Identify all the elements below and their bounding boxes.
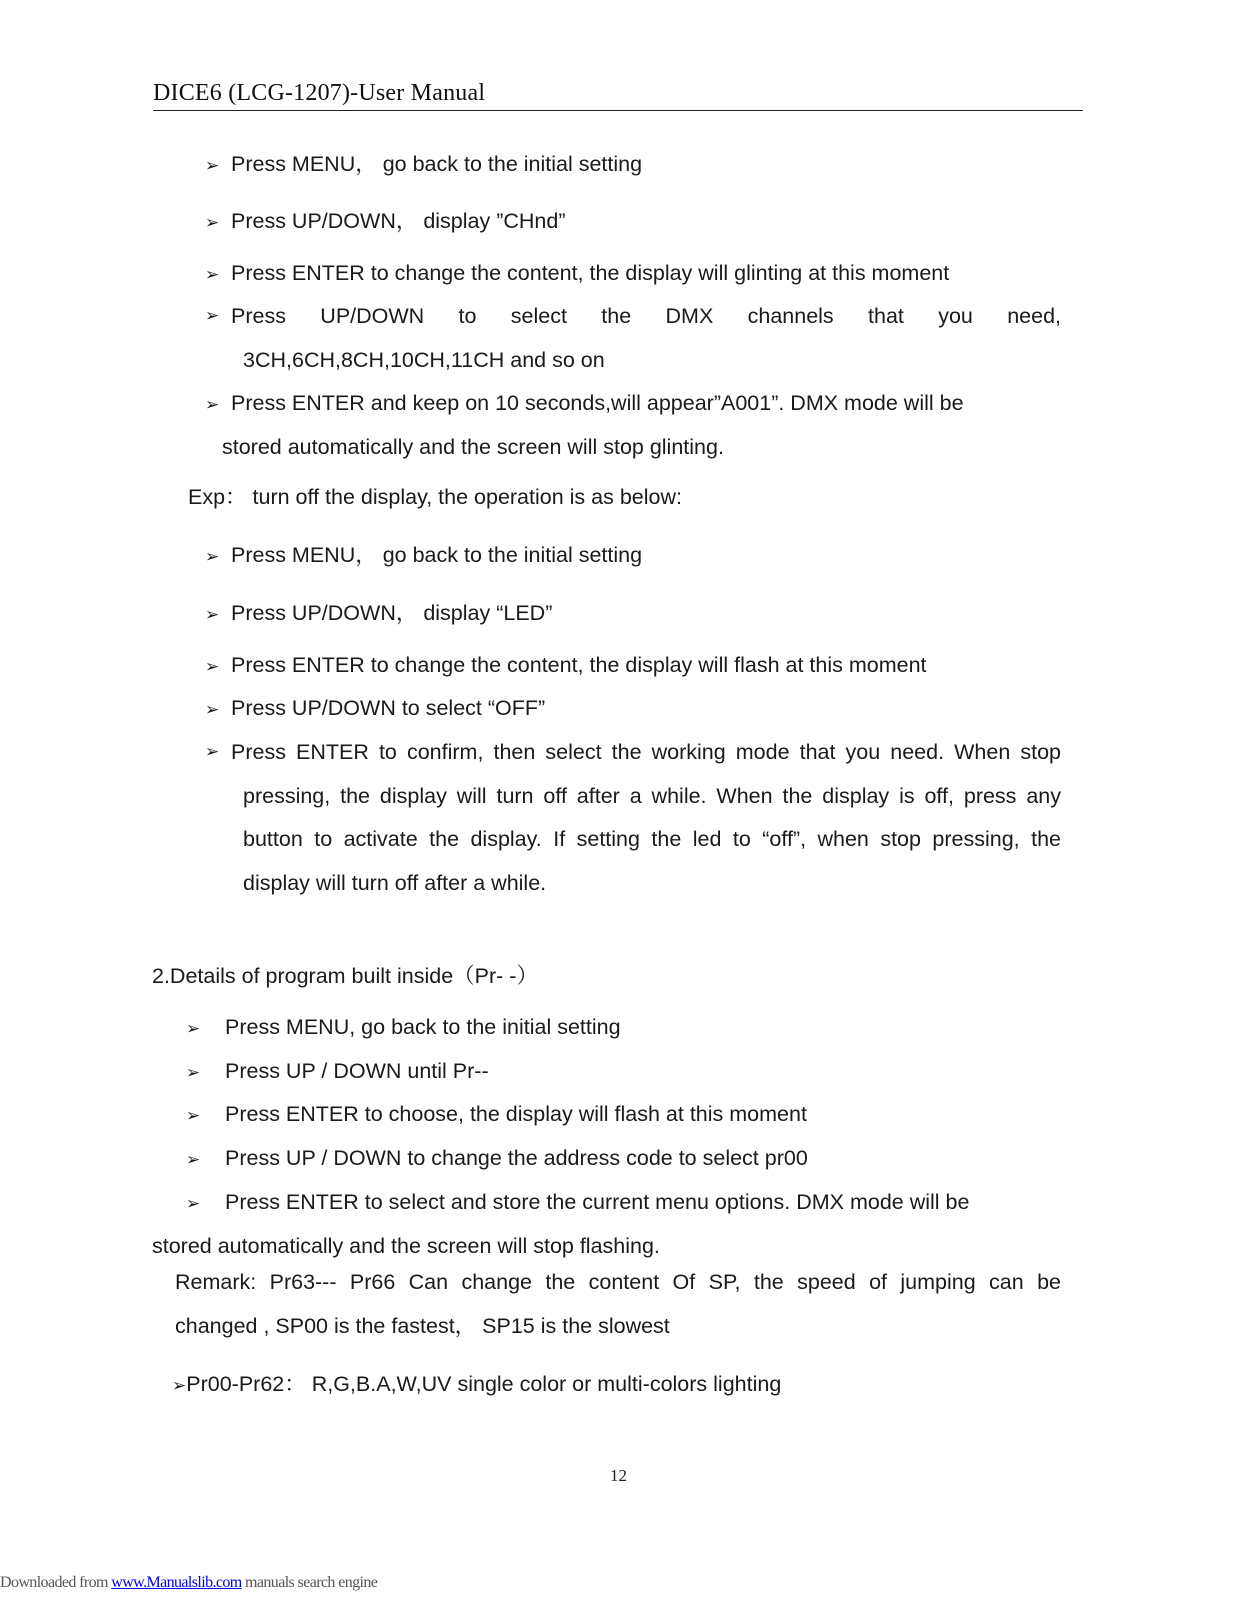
step-a4: ➢ Press UP/DOWN to select the DMX channels that you need,	[205, 304, 1061, 328]
arrow-bullet-icon: ➢	[186, 1106, 201, 1125]
program-range-item: ➢Pr00-Pr62： R,G,B.A,W,UV single color or multi-colors lighting	[172, 1372, 782, 1396]
arrow-bullet-icon: ➢	[186, 1150, 201, 1169]
step-b2: ➢ Press UP/DOWN， display “LED”	[205, 599, 552, 629]
arrow-bullet-icon: ➢	[186, 1194, 201, 1213]
step-b5-continuation-1: pressing, the display will turn off after a while. When the display is off, press any	[243, 784, 1061, 808]
step-b5-continuation-2: button to activate the display. If setting the led to “off”, when stop pressing, the	[243, 827, 1061, 851]
arrow-bullet-icon: ➢	[205, 213, 220, 232]
program-step-1: ➢ Press MENU, go back to the initial setting	[186, 1013, 621, 1043]
step-b3: ➢ Press ENTER to change the content, the display will flash at this moment	[205, 651, 927, 681]
program-step-5: ➢ Press ENTER to select and store the current menu options. DMX mode will be	[186, 1188, 969, 1218]
step-b5: ➢ Press ENTER to confirm, then select the working mode that you need. When stop	[205, 740, 1061, 764]
step-b1: ➢ Press MENU， go back to the initial setting	[205, 541, 642, 571]
program-step-2: ➢ Press UP / DOWN until Pr--	[186, 1057, 489, 1087]
arrow-bullet-icon: ➢	[205, 742, 220, 761]
program-step-5-continuation: stored automatically and the screen will stop flashing.	[152, 1234, 660, 1258]
step-a3: ➢ Press ENTER to change the content, the display will glinting at this moment	[205, 259, 949, 289]
step-a4-continuation: 3CH,6CH,8CH,10CH,11CH and so on	[243, 348, 605, 372]
example-intro: Exp： turn off the display, the operation is as below:	[188, 485, 682, 509]
arrow-bullet-icon: ➢	[205, 605, 220, 624]
remark-line-2: changed , SP00 is the fastest， SP15 is the slowest	[175, 1314, 670, 1338]
arrow-bullet-icon: ➢	[172, 1376, 187, 1395]
step-b4: ➢ Press UP/DOWN to select “OFF”	[205, 694, 545, 724]
arrow-bullet-icon: ➢	[186, 1063, 201, 1082]
arrow-bullet-icon: ➢	[205, 156, 220, 175]
arrow-bullet-icon: ➢	[205, 657, 220, 676]
manual-title: DICE6 (LCG-1207)-User Manual	[153, 80, 486, 106]
arrow-bullet-icon: ➢	[205, 395, 220, 414]
step-a2: ➢ Press UP/DOWN， display ”CHnd”	[205, 207, 566, 237]
arrow-bullet-icon: ➢	[186, 1019, 201, 1038]
program-step-4: ➢ Press UP / DOWN to change the address code to select pr00	[186, 1144, 808, 1174]
section-heading: 2.Details of program built inside（Pr- -）	[152, 964, 538, 988]
remark-line-1: Remark: Pr63--- Pr66 Can change the content Of SP, the speed of jumping can be	[175, 1270, 1061, 1294]
step-b5-continuation-3: display will turn off after a while.	[243, 871, 547, 895]
arrow-bullet-icon: ➢	[205, 700, 220, 719]
arrow-bullet-icon: ➢	[205, 547, 220, 566]
step-a5: ➢ Press ENTER and keep on 10 seconds,will appear”A001”. DMX mode will be	[205, 389, 964, 419]
page-number: 12	[610, 1466, 627, 1485]
arrow-bullet-icon: ➢	[205, 265, 220, 284]
step-a5-continuation: stored automatically and the screen will stop glinting.	[222, 435, 724, 459]
arrow-bullet-icon: ➢	[205, 306, 220, 325]
step-a1: ➢ Press MENU， go back to the initial setting	[205, 150, 642, 180]
page-header	[153, 80, 1083, 111]
download-footer: Downloaded from www.Manualslib.com manuals search engine	[0, 1574, 378, 1591]
manualslib-link[interactable]: www.Manualslib.com	[111, 1574, 242, 1591]
program-step-3: ➢ Press ENTER to choose, the display will flash at this moment	[186, 1100, 807, 1130]
